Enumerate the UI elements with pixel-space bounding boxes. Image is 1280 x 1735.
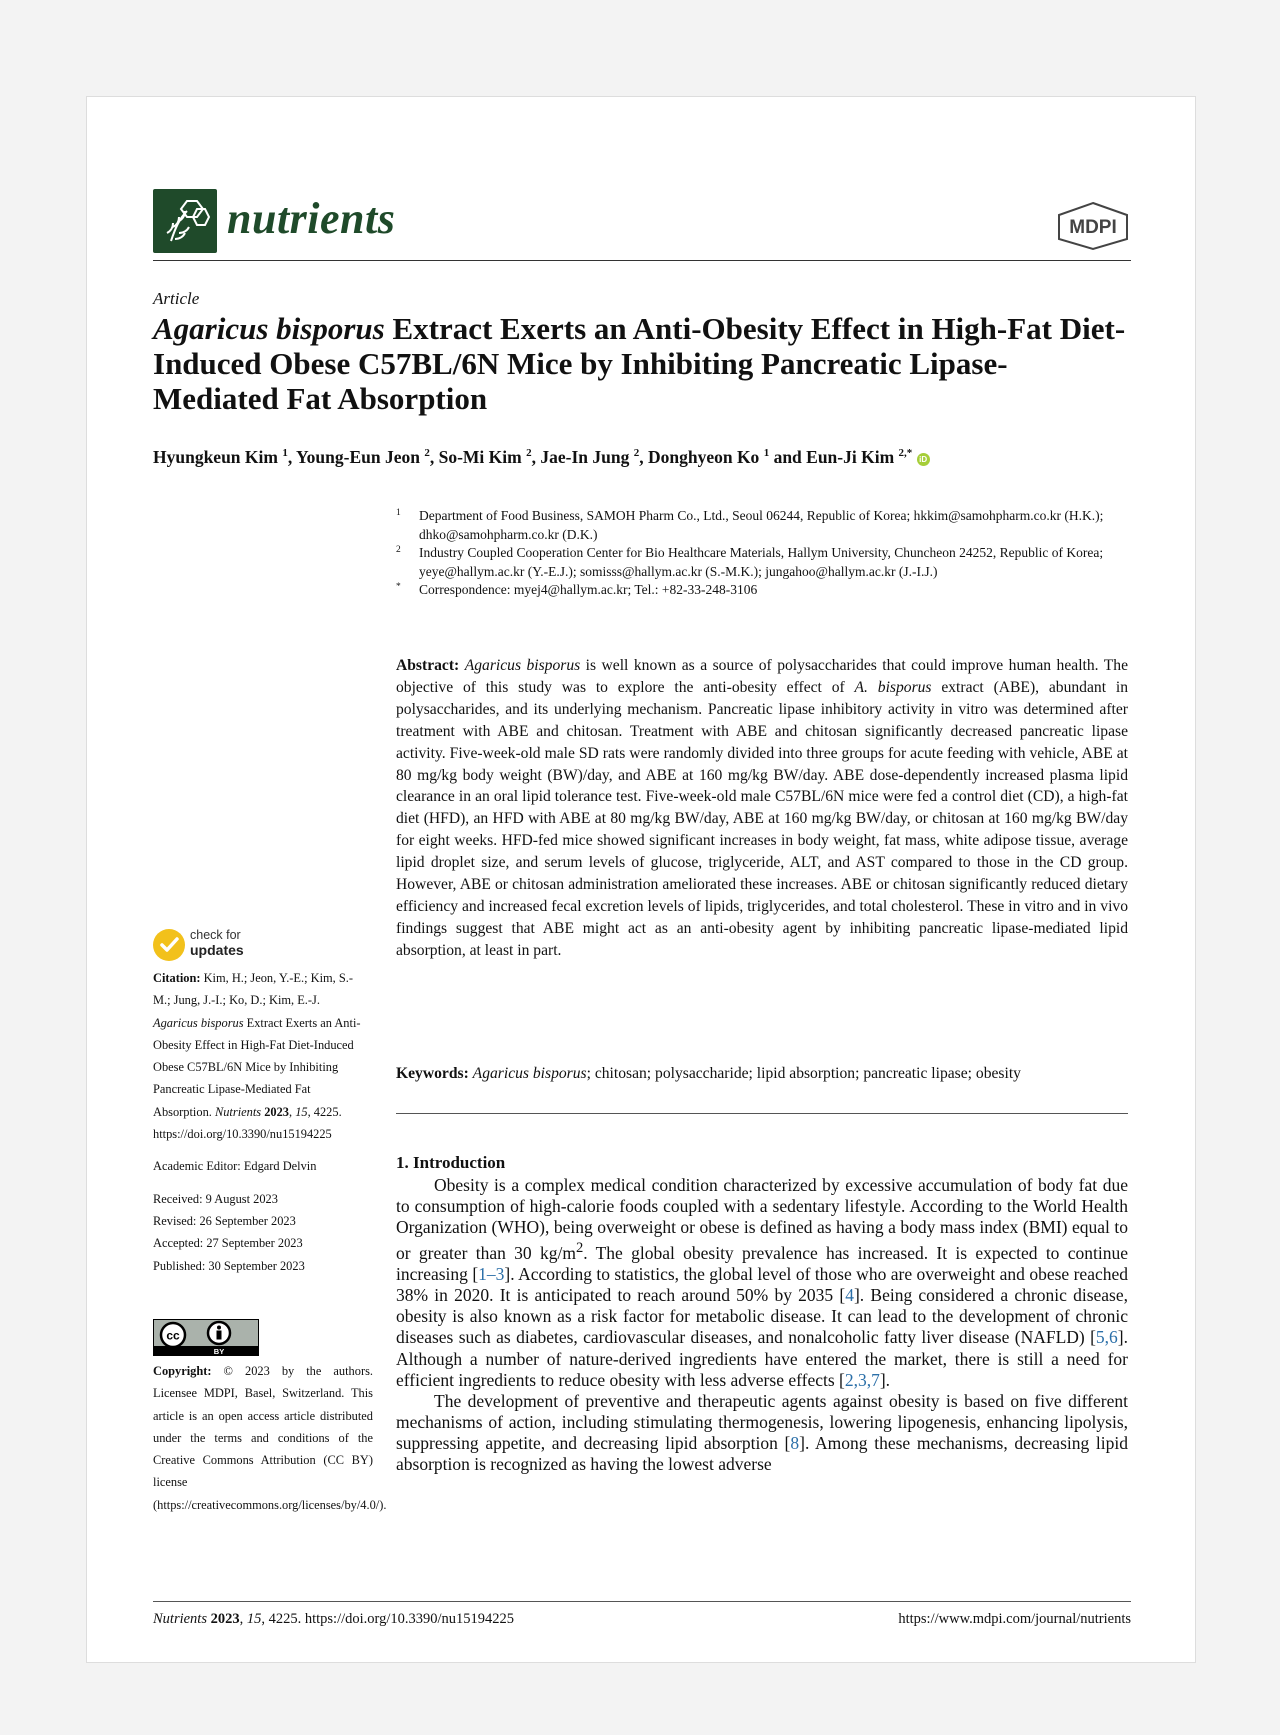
keywords-list: ; chitosan; polysaccharide; lipid absorption; pancreatic lipase; obesity [586,1065,1021,1082]
author-affiliation-mark: 2 [424,447,430,459]
affiliation-mark: 2 [396,545,401,555]
svg-text:cc: cc [166,1328,180,1343]
author-list [153,441,1133,469]
citation-label: Citation: [153,971,201,985]
footer-journal: Nutrients [153,1611,207,1627]
author-affiliation-mark: 1 [763,447,770,459]
abstract-species: Agaricus bisporus [464,657,581,674]
journal-logo-icon [153,189,217,253]
title-rest: Extract Exerts an Anti-Obesity Effect in High-Fat Diet-Induced Obese C57BL/6N Mice by Inhibiting Pancreatic Lipase-Mediated Fat Absorption [153,311,1126,416]
author-affiliation-mark: 1 [282,447,288,459]
revised-date: Revised: 26 September 2023 [153,1213,296,1228]
abstract-text-continued: extract (ABE), abundant in polysaccharides, and its underlying mechanism. Pancreatic lipase inhibitory activity in vitro was determined after treatment with ABE and chitosan. Treatment with ABE and chitosan significantly decreased pancreatic lipase activity. Five-week-old male SD rats were randomly divided into three groups for acute feeding with vehicle, ABE at 80 mg/kg body weight (BW)/day, and ABE at 160 mg/kg BW/day. ABE dose-dependently increased plasma lipid clearance in an oral lipid tolerance test. Five-week-old male C57BL/6N mice were fed a control diet (CD), a high-fat diet (HFD), an HFD with ABE at 80 mg/kg BW/day, ABE at 160 mg/kg BW/day, or chitosan at 160 mg/kg BW/day for eight weeks. HFD-fed mice showed significant increases in body weight, fat mass, white adipose tissue, average lipid droplet size, and serum levels of glucose, triglyceride, ALT, and AST compared to those in the CD group. However, ABE or chitosan administration ameliorated these increases. ABE or chitosan significantly reduced dietary efficiency and increased fecal excretion levels of lipids, triglycerides, and total cholesterol. These in vitro and in vivo findings suggest that ABE might act as an anti-obesity agent by inhibiting pancreatic lipase-mediated lipid absorption, at least in part. [396,678,1128,959]
section-heading: 1. Introduction [396,1153,506,1172]
published-date: Published: 30 September 2023 [153,1258,305,1273]
author-name: Jae-In Jung [540,446,630,467]
citation-link[interactable]: 1–3 [478,1264,505,1285]
paragraph-text: Obesity is a complex medical condition characterized by excessive accumulation of body fat due to consumption of high-calorie foods coupled with a sedentary lifestyle. According to the World Health Organization (WHO), being overweight or obese is defined as having a body mass index (BMI) equal to or greater than 30 kg/m [396,1175,1128,1264]
title-italic: Agaricus bisporus [153,311,385,346]
keywords-label: Keywords: [396,1065,469,1082]
check-icon [153,929,185,961]
citation-link[interactable]: 8 [790,1432,800,1453]
cc-by-license-icon[interactable] [153,1319,259,1356]
author-separator: , [429,446,439,467]
abstract-label: Abstract: [396,657,460,674]
paragraph-text: ]. Among these mechanisms, decreasing lipid absorption is recognized as having the lowest adverse [396,1432,1129,1475]
abstract-divider [396,1113,1128,1114]
author-separator: , [639,446,648,467]
abstract-species-short: A. bisporus [854,678,932,696]
paragraph-text: . The global obesity prevalence has increased. It is expected to continue increasing [ [396,1243,1128,1285]
received-date: Received: 9 August 2023 [153,1191,278,1206]
author-separator: , [287,446,296,467]
author-affiliation-mark: 2,* [898,447,913,459]
keyword-species: Agaricus bisporus [472,1065,587,1082]
footer-journal-url[interactable]: https://www.mdpi.com/journal/nutrients [898,1611,1131,1627]
check-for-updates-button[interactable] [153,927,323,963]
footer-year: 2023 [210,1611,240,1627]
affiliation-item [396,581,1136,600]
academic-editor: Academic Editor: Edgard Delvin [153,1159,317,1174]
author-affiliation-mark: 2 [526,447,532,459]
article-type: Article [153,289,200,308]
keywords [396,1063,1128,1085]
citation-title: Extract Exerts an Anti-Obesity Effect in High-Fat Diet-Induced Obese C57BL/6N Mice by Inhibiting Pancreatic Lipase-Mediated Fat Absorption. [153,1015,361,1119]
affiliation-text: Industry Coupled Cooperation Center for Bio Healthcare Materials, Hallym University, Chuncheon 24252, Republic of Korea; yeye@hallym.ac.kr (Y.-E.J.); somisss@hallym.ac.kr (S.-M.K.); jungahoo@hallym.ac.kr (J.-I.J.) [419,545,1104,579]
copyright-label: Copyright: [153,1364,212,1378]
citation-block: Citation: Kim, H.; Jeon, Y.-E.; Kim, S.-M.; Jung, J.-I.; Ko, D.; Kim, E.-J. Agaricus bisporus Extract Exerts an Anti-Obesity Effect in High-Fat Diet-Induced Obese C57BL/6N Mice by Inhibiting Pancreatic Lipase-Mediated Fat Absorption. Nutrients 2023, 15, 4225. https://doi.org/10.3390/nu15194225 [153,971,361,1142]
footer-divider [153,1601,1131,1602]
mdpi-logo-icon [1055,201,1131,251]
citation-year: 2023 [264,1104,289,1119]
affiliation-text: Department of Food Business, SAMOH Pharm Co., Ltd., Seoul 06244, Republic of Korea; hkkim@samohpharm.co.kr (H.K.); dhko@samohpharm.co.kr (D.K.) [419,508,1104,542]
author-conjunction: and [769,446,807,467]
affiliation-text: Correspondence: myej4@hallym.ac.kr; Tel.: +82-33-248-3106 [419,582,758,597]
paragraph-text: ]. [879,1369,891,1390]
orcid-icon[interactable]: iD [917,453,930,466]
paragraph-text: The development of preventive and therapeutic agents against obesity is based on five different mechanisms of action, including stimulating thermogenesis, lowering lipogenesis, enhancing lipolysis, suppressing appetite, and decreasing lipid absorption [ [396,1390,1128,1453]
check-updates-top: check for [190,928,241,942]
citation-authors: Kim, H.; Jeon, Y.-E.; Kim, S.-M.; Jung, J.-I.; Ko, D.; Kim, E.-J. [153,971,353,1008]
affiliation-item [396,544,1136,581]
paragraph-text: ]. According to statistics, the global level of those who are overweight and obese reached 38% in 2020. It is anticipated to reach around 50% by 2035 [ [396,1264,1128,1306]
abstract-text: is well known as a source of polysaccharides that could improve human health. The objective of this study was to explore the anti-obesity effect of [396,657,1128,696]
article-title [153,311,1133,416]
author-separator: , [531,446,541,467]
citation-link[interactable]: 5,6 [1095,1327,1118,1348]
footer-doi[interactable]: , 4225. https://doi.org/10.3390/nu15194225 [261,1611,515,1627]
sidebar-info [153,967,361,1277]
affiliation-mark: * [396,582,401,592]
author-name: Hyungkeun Kim [153,446,278,467]
paragraph [396,1175,1128,1391]
citation-journal: Nutrients [214,1104,262,1119]
citation-species: Agaricus bisporus [153,1015,244,1030]
accepted-date: Accepted: 27 September 2023 [153,1236,303,1251]
affiliation-item [396,507,1136,544]
affiliations [396,507,1136,600]
paragraph-text: ]. Although a number of nature-derived ingredients have entered the market, there is still a need for efficient ingredients to reduce obesity with less adverse effects [ [396,1327,1128,1390]
check-updates-label [190,928,244,959]
citation-link[interactable]: 2,3,7 [844,1369,880,1390]
header-divider [153,260,1131,261]
author-affiliation-mark: 2 [633,447,640,459]
cc-by-label: BY [213,1347,225,1356]
paragraph [396,1391,1128,1475]
introduction-body [396,1175,1128,1475]
citation-link[interactable]: 4 [845,1285,854,1306]
superscript: 2 [575,1240,584,1257]
paragraph-text: ]. Being considered a chronic disease, obesity is also known as a risk factor for metabolic disease. It can lead to the development of chronic diseases such as diabetes, cardiovascular diseases, and nonalcoholic fatty liver disease (NAFLD) [ [396,1285,1128,1348]
footer-citation: Nutrients 2023, 15, 4225. https://doi.org/10.3390/nu15194225 [153,1611,515,1627]
publisher-label: MDPI [1069,217,1117,238]
footer-volume: 15 [246,1611,262,1627]
affiliation-mark: 1 [396,508,401,518]
author-name: Young-Eun Jeon [295,446,420,467]
journal-name: nutrients [227,194,396,243]
citation-volume: 15 [295,1104,308,1119]
paper-page [86,96,1196,1663]
abstract [396,655,1128,962]
check-updates-bottom: updates [190,942,244,958]
author-name: Donghyeon Ko [647,446,760,467]
author-name: Eun-Ji Kim [806,446,895,467]
citation-doi[interactable]: , 4225. https://doi.org/10.3390/nu15194225 [153,1104,342,1142]
copyright-notice [153,1360,387,1516]
author-name: So-Mi Kim [438,446,522,467]
copyright-text: © 2023 by the authors. Licensee MDPI, Basel, Switzerland. This article is an open access article distributed under the terms and conditions of the Creative Commons Attribution (CC BY) license (https://creativecommons.org/licenses/by/4.0/). [153,1364,387,1512]
